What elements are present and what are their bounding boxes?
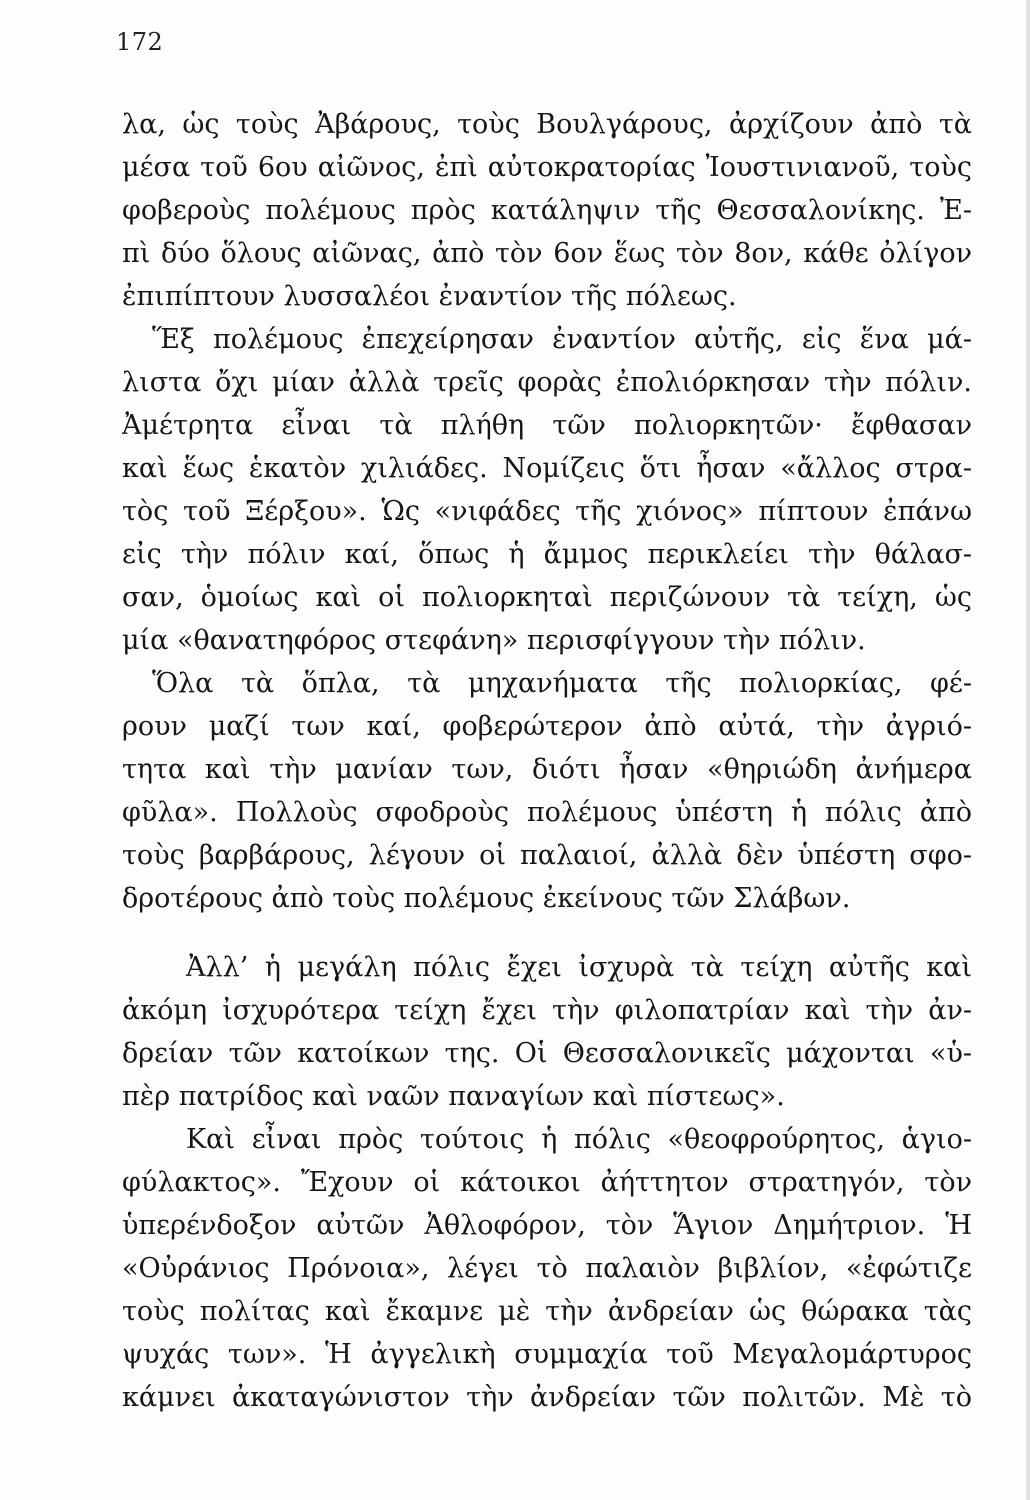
text-line: ἐπιπίπτουν λυσσαλέοι ἐναντίον τῆς πόλεως. — [122, 281, 737, 312]
text-line: ὑπερένδοξον αὐτῶν Ἀθλοφόρον, τὸν Ἅγιον Δημήτριον. Ἡ — [122, 1210, 972, 1241]
text-line: τὸς τοῦ Ξέρξου». Ὡς «νιφάδες τῆς χιόνος» πίπτουν ἐπάνω — [122, 496, 972, 527]
text-line: κάμνει ἀκαταγώνιστον τὴν ἀνδρείαν τῶν πολιτῶν. Μὲ τὸ — [122, 1382, 972, 1413]
text-line: Ἕξ πολέμους ἐπεχείρησαν ἐναντίον αὐτῆς, εἰς ἕνα μά- — [152, 324, 972, 355]
page-edge-shadow — [1026, 0, 1030, 1500]
text-line: «Οὐράνιος Πρόνοια», λέγει τὸ παλαιὸν βιβλίον, «ἐφώτιζε — [122, 1253, 972, 1284]
text-line: Ἀλλ’ ἡ μεγάλη πόλις ἔχει ἰσχυρὰ τὰ τείχη αὐτῆς καὶ — [186, 952, 972, 983]
text-line: φύλακτος». Ἔχουν οἱ κάτοικοι ἀήττητον στρατηγόν, τὸν — [122, 1167, 972, 1198]
text-line: μέσα τοῦ 6ου αἰῶνος, ἐπὶ αὐτοκρατορίας Ἰουστινιανοῦ, τοὺς — [122, 152, 972, 183]
text-line: Ὅλα τὰ ὅπλα, τὰ μηχανήματα τῆς πολιορκίας, φέ- — [152, 668, 972, 699]
text-line: μία «θανατηφόρος στεφάνη» περισφίγγουν τὴν πόλιν. — [122, 625, 866, 656]
text-line: εἰς τὴν πόλιν καί, ὅπως ἡ ἄμμος περικλείει τὴν θάλασ- — [122, 539, 972, 570]
text-line: σαν, ὁμοίως καὶ οἱ πολιορκηταὶ περιζώνουν τὰ τείχη, ὡς — [122, 582, 972, 613]
text-line: τοὺς βαρβάρους, λέγουν οἱ παλαιοί, ἀλλὰ δὲν ὑπέστη σφο- — [122, 840, 972, 871]
text-line: πὶ δύο ὅλους αἰῶνας, ἀπὸ τὸν 6ον ἕως τὸν 8ον, κάθε ὀλίγον — [122, 238, 972, 269]
text-line: δροτέρους ἀπὸ τοὺς πολέμους ἐκείνους τῶν Σλάβων. — [122, 883, 851, 914]
text-line: τοὺς πολίτας καὶ ἔκαμνε μὲ τὴν ἀνδρείαν ὡς θώρακα τὰς — [122, 1296, 972, 1327]
text-line: ἀκόμη ἰσχυρότερα τείχη ἔχει τὴν φιλοπατρίαν καὶ τὴν ἀν- — [122, 995, 972, 1026]
text-line: λα, ὡς τοὺς Ἀβάρους, τοὺς Βουλγάρους, ἀρχίζουν ἀπὸ τὰ — [122, 109, 972, 140]
text-line: καὶ ἕως ἑκατὸν χιλιάδες. Νομίζεις ὅτι ἦσαν «ἄλλος στρα- — [122, 453, 972, 484]
text-line: ρουν μαζί των καί, φοβερώτερον ἀπὸ αὐτά, τὴν ἀγριό- — [122, 711, 972, 742]
page-number: 172 — [116, 28, 164, 56]
text-line: τητα καὶ τὴν μανίαν των, διότι ἦσαν «θηριώδη ἀνήμερα — [122, 754, 972, 785]
text-line: λιστα ὄχι μίαν ἀλλὰ τρεῖς φορὰς ἐπολιόρκησαν τὴν πόλιν. — [122, 367, 972, 398]
paragraph-gap — [122, 920, 972, 946]
text-line: φοβεροὺς πολέμους πρὸς κατάληψιν τῆς Θεσσαλονίκης. Ἐ- — [122, 195, 972, 226]
text-line: Καὶ εἶναι πρὸς τούτοις ἡ πόλις «θεοφρούρητος, ἁγιο- — [186, 1124, 972, 1155]
text-line: πὲρ πατρίδος καὶ ναῶν παναγίων καὶ πίστεως». — [122, 1081, 785, 1112]
text-line: ψυχάς των». Ἡ ἀγγελικὴ συμμαχία τοῦ Μεγαλομάρτυρος — [122, 1339, 972, 1370]
text-line: δρείαν τῶν κατοίκων της. Οἱ Θεσσαλονικεῖς μάχονται «ὑ- — [122, 1038, 972, 1069]
body-text — [122, 103, 972, 1419]
text-line: Ἀμέτρητα εἶναι τὰ πλήθη τῶν πολιορκητῶν· ἔφθασαν — [122, 410, 972, 441]
text-line: φῦλα». Πολλοὺς σφοδροὺς πολέμους ὑπέστη ἡ πόλις ἀπὸ — [122, 797, 972, 828]
